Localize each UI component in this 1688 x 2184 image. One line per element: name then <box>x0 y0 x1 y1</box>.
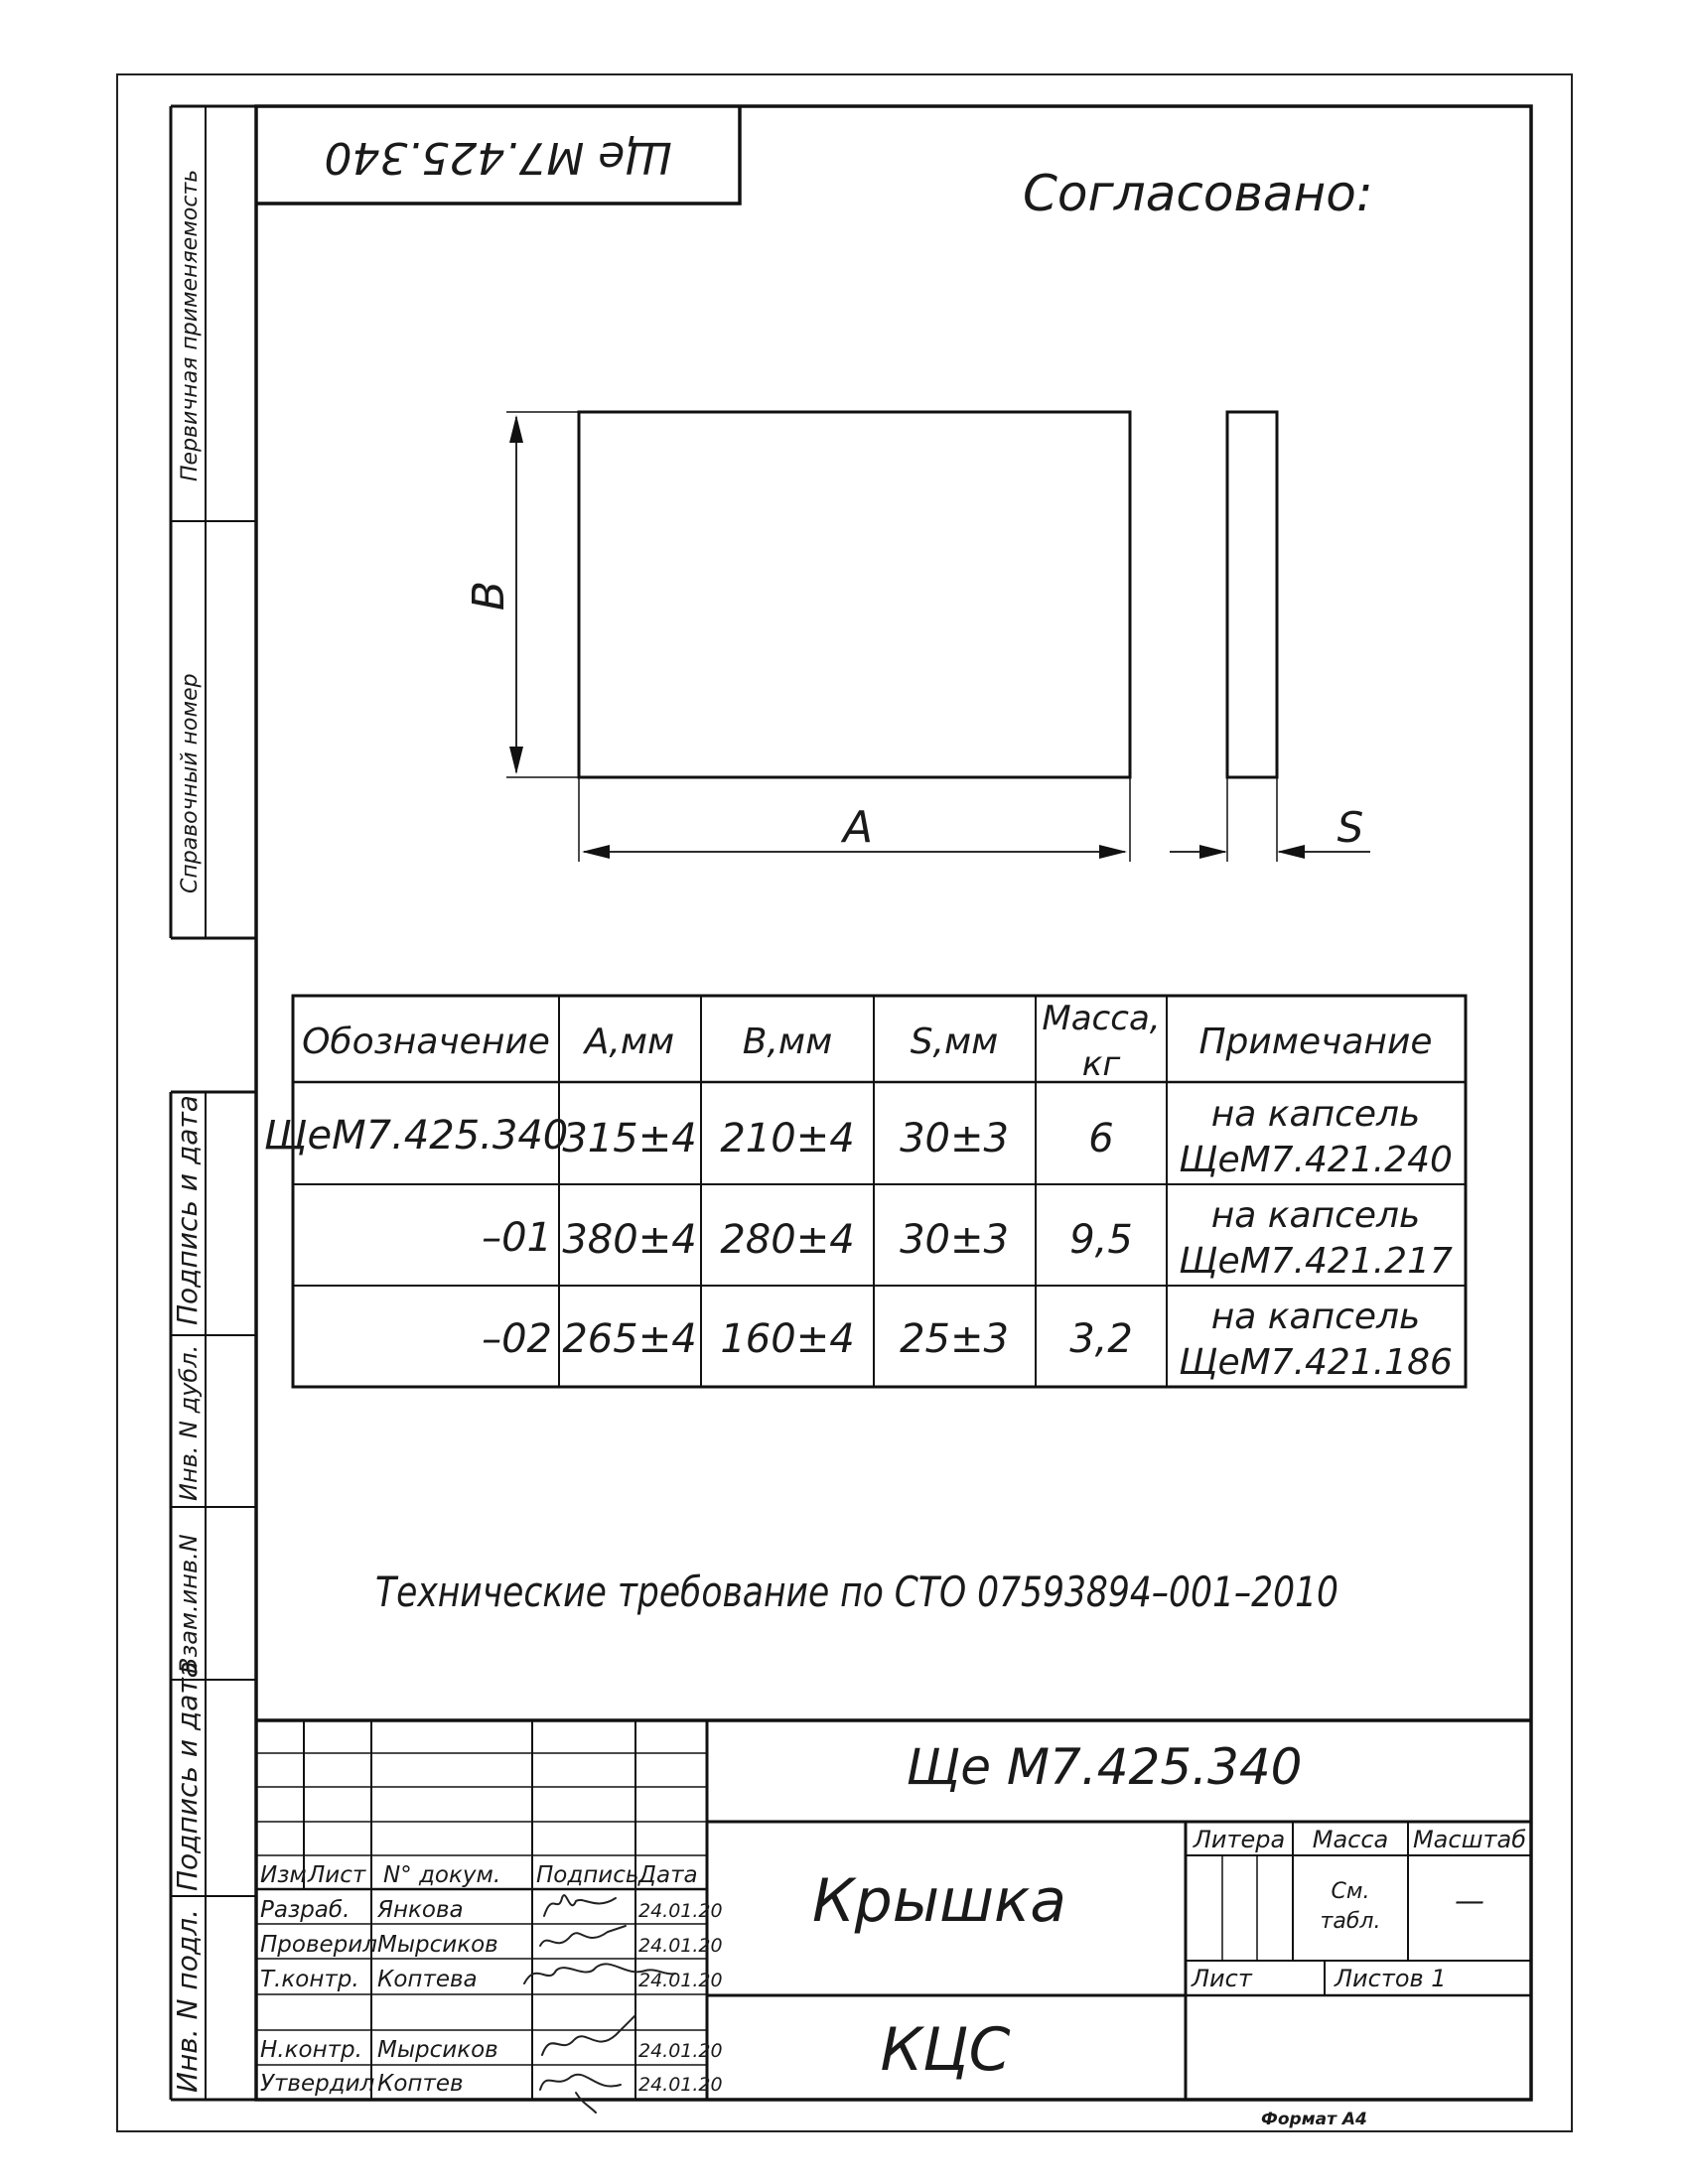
row3-b: 160±4 <box>720 1316 855 1362</box>
col-signature: Подпись <box>536 1862 639 1888</box>
mass-value-line1: См. <box>1331 1879 1370 1904</box>
table-header-mass-line2: кг <box>1081 1044 1121 1084</box>
row1-designation: ЩеМ7.425.340 <box>263 1113 569 1159</box>
title-block-roles <box>260 1897 723 2097</box>
date-approver: 24.01.20 <box>638 2074 723 2096</box>
date-tech-control: 24.01.20 <box>638 1970 723 1991</box>
mass-value-line2: табл. <box>1320 1909 1381 1934</box>
row2-a: 380±4 <box>562 1217 697 1263</box>
row1-s: 30±3 <box>900 1116 1009 1161</box>
title-part-name: Крышка <box>812 1866 1066 1936</box>
label-ref-number: Справочный номер <box>178 673 203 893</box>
row2-note-line1: на капсель <box>1210 1195 1421 1236</box>
row2-b: 280±4 <box>720 1217 855 1263</box>
table-row <box>482 1195 1453 1282</box>
row3-a: 265±4 <box>562 1316 697 1362</box>
name-checker: Мырсиков <box>377 1932 498 1958</box>
dim-a-label: А <box>842 802 874 853</box>
title-organization: КЦС <box>880 2015 1011 2085</box>
sheet-label: Лист <box>1192 1965 1252 1992</box>
col-date: Дата <box>638 1862 698 1888</box>
name-tech-control: Коптева <box>377 1967 478 1992</box>
scale-value: — <box>1455 1884 1484 1919</box>
table-row <box>482 1297 1453 1383</box>
date-developer: 24.01.20 <box>638 1900 723 1922</box>
part-side-view <box>1227 412 1277 777</box>
row2-mass: 9,5 <box>1069 1217 1133 1263</box>
row3-mass: 3,2 <box>1069 1316 1133 1362</box>
dim-s-label: S <box>1336 803 1364 852</box>
label-primary-use: Первичная применяемость <box>178 169 203 481</box>
title-code: Ще М7.425.340 <box>906 1738 1303 1796</box>
label-inv-dubl: Инв. N дубл. <box>175 1344 203 1501</box>
col-doc: N° докум. <box>383 1862 501 1888</box>
row3-note-line2: ЩеМ7.421.186 <box>1179 1342 1453 1383</box>
role-tech-control: Т.контр. <box>260 1967 359 1992</box>
table-header-mass-line1: Масса, <box>1042 999 1161 1038</box>
label-sign-date-1: Подпись и дата <box>171 1095 204 1325</box>
row2-designation: –01 <box>482 1215 552 1261</box>
role-developer: Разраб. <box>260 1897 351 1923</box>
litera-label: Литера <box>1193 1826 1286 1853</box>
table-header-row <box>302 999 1432 1084</box>
format-label: Формат А4 <box>1261 2110 1367 2129</box>
label-sign-date-2: Подпись и дата <box>171 1661 204 1891</box>
name-norm-control: Мырсиков <box>377 2037 498 2063</box>
name-approver: Коптев <box>377 2071 464 2097</box>
table-header-b: В,мм <box>742 1022 833 1062</box>
date-norm-control: 24.01.20 <box>638 2040 723 2062</box>
row1-a: 315±4 <box>562 1116 697 1161</box>
table-header-a: А,мм <box>584 1022 675 1062</box>
row3-s: 25±3 <box>900 1316 1009 1362</box>
table-row <box>264 1094 1453 1180</box>
mass-label: Масса <box>1312 1826 1389 1853</box>
doc-code-rotated: Ще М7.425.340 <box>324 132 673 183</box>
left-margin-labels <box>171 170 204 2093</box>
date-checker: 24.01.20 <box>638 1935 723 1957</box>
col-izm: Изм <box>260 1862 307 1888</box>
row2-s: 30±3 <box>900 1217 1009 1263</box>
role-approver: Утвердил <box>260 2071 375 2097</box>
table-header-note: Примечание <box>1198 1022 1433 1062</box>
agreed-label: Согласовано: <box>1023 165 1373 222</box>
table-header-designation: Обозначение <box>302 1022 550 1062</box>
col-list: Лист <box>308 1862 366 1888</box>
label-inv-podl: Инв. N подл. <box>171 1909 204 2093</box>
dimension-b <box>506 412 579 777</box>
role-checker: Проверил <box>260 1932 377 1958</box>
dim-b-label: В <box>464 580 514 612</box>
row1-note-line1: на капсель <box>1210 1094 1421 1135</box>
tech-requirements: Технические требование по СТО 07593894–001–2010 <box>375 1568 1338 1616</box>
label-vzam-inv: Взам.инв.N <box>175 1534 203 1674</box>
row3-note-line1: на капсель <box>1210 1297 1421 1337</box>
part-front-view <box>579 412 1130 777</box>
row3-designation: –02 <box>482 1316 552 1362</box>
title-block-col-headers <box>260 1862 698 1888</box>
row1-b: 210±4 <box>720 1116 855 1161</box>
name-developer: Янкова <box>377 1897 464 1923</box>
table-header-s: S,мм <box>910 1022 999 1062</box>
row1-note-line2: ЩеМ7.421.240 <box>1179 1140 1453 1180</box>
top-code-box <box>256 106 740 204</box>
row1-mass: 6 <box>1088 1116 1114 1161</box>
sheets-count-label: Листов 1 <box>1335 1965 1447 1992</box>
row2-note-line2: ЩеМ7.421.217 <box>1179 1241 1453 1282</box>
role-norm-control: Н.контр. <box>260 2037 362 2063</box>
scale-label: Масштаб <box>1412 1826 1527 1853</box>
